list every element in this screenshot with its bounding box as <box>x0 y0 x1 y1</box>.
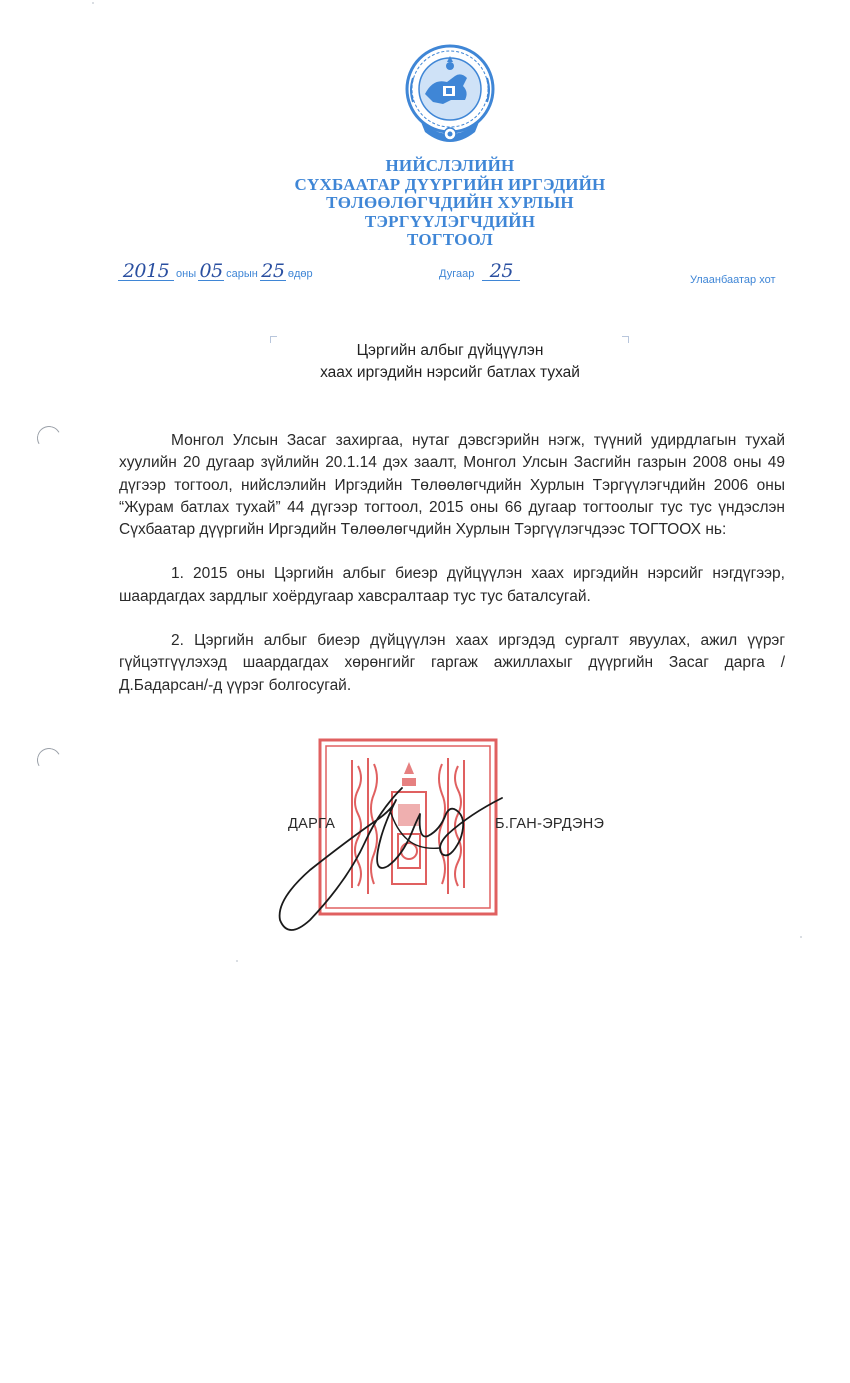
signatory-title: ДАРГА <box>288 816 336 832</box>
org-line: ТЭРГҮҮЛЭГЧДИЙН <box>364 211 536 231</box>
org-line: СҮХБААТАР ДҮҮРГИЙН ИРГЭДИЙН <box>294 174 606 194</box>
day-label: өдөр <box>287 268 313 280</box>
punch-hole-mark <box>34 745 63 774</box>
number-label: Дугаар <box>439 268 475 280</box>
resolution-item-1: 1. 2015 оны Цэргийн албыг биеэр дүйцүүлэн хаах иргэдийн нэрсийг нэгдүгээр, шаардагдах зардлыг хоёрдугаар хавсралтаар тус тус баталсугай. <box>119 565 785 605</box>
punch-hole-mark <box>34 423 63 452</box>
signatory-name: Б.ГАН-ЭРДЭНЭ <box>495 816 605 832</box>
scan-speck <box>92 2 94 4</box>
month-label: сарын <box>226 268 258 280</box>
scan-speck <box>236 960 238 962</box>
month-value: 05 <box>199 260 223 282</box>
year-value: 2015 <box>118 262 174 281</box>
subject-line: Цэргийн албыг дүйцүүлэн <box>356 342 544 359</box>
number-value: 25 <box>482 262 520 281</box>
org-line: ТӨЛӨӨЛӨГЧДИЙН ХУРЛЫН <box>326 193 574 212</box>
org-line: НИЙСЛЭЛИЙН <box>385 156 515 175</box>
document-subject <box>250 340 650 384</box>
intro-paragraph: Монгол Улсын Засаг захиргаа, нутаг дэвсгэрийн нэгж, түүний удирдлагын тухай хуулийн 20 дугаар зүйлийн 20.1.14 дэх заалт, Монгол Улсын Засгийн газрын 2008 оны 49 дүгээр тогтоол, нийслэлийн Иргэдийн Төлөөлөгчдийн Хурлын Тэргүүлэгчдийн 2006 оны “Журам батлах тухай” 44 дүгээр тогтоол, 2015 оны 66 дугаар тогтоолыг тус тус үндэслэн Сүхбаатар дүүргийн Иргэдийн Төлөөлөгчдийн Хурлын Тэргүүлэгчдээс ТОГТООХ нь: <box>119 432 785 539</box>
year-label: оны <box>176 268 197 280</box>
handwritten-signature-icon <box>270 770 520 940</box>
subject-line: хаах иргэдийн нэрсийг батлах тухай <box>320 364 580 381</box>
organization-title <box>200 157 700 250</box>
date-field <box>118 262 315 292</box>
state-emblem-icon <box>403 42 497 150</box>
scan-speck <box>800 936 802 938</box>
document-number-field <box>437 262 520 292</box>
city-label: Улаанбаатар хот <box>690 274 776 286</box>
org-line: ТОГТООЛ <box>407 230 493 249</box>
resolution-item-2: 2. Цэргийн албыг биеэр дүйцүүлэн хаах иргэдэд сургалт явуулах, ажил үүрэг гүйцэтгүүлэхэд шаардагдах хөрөнгийг гаргаж ажиллахыг дүүргийн Засаг дарга /Д.Бадарсан/-д үүрэг болгосугай. <box>119 632 785 694</box>
resolution-body <box>119 430 785 697</box>
day-value: 25 <box>261 260 285 282</box>
